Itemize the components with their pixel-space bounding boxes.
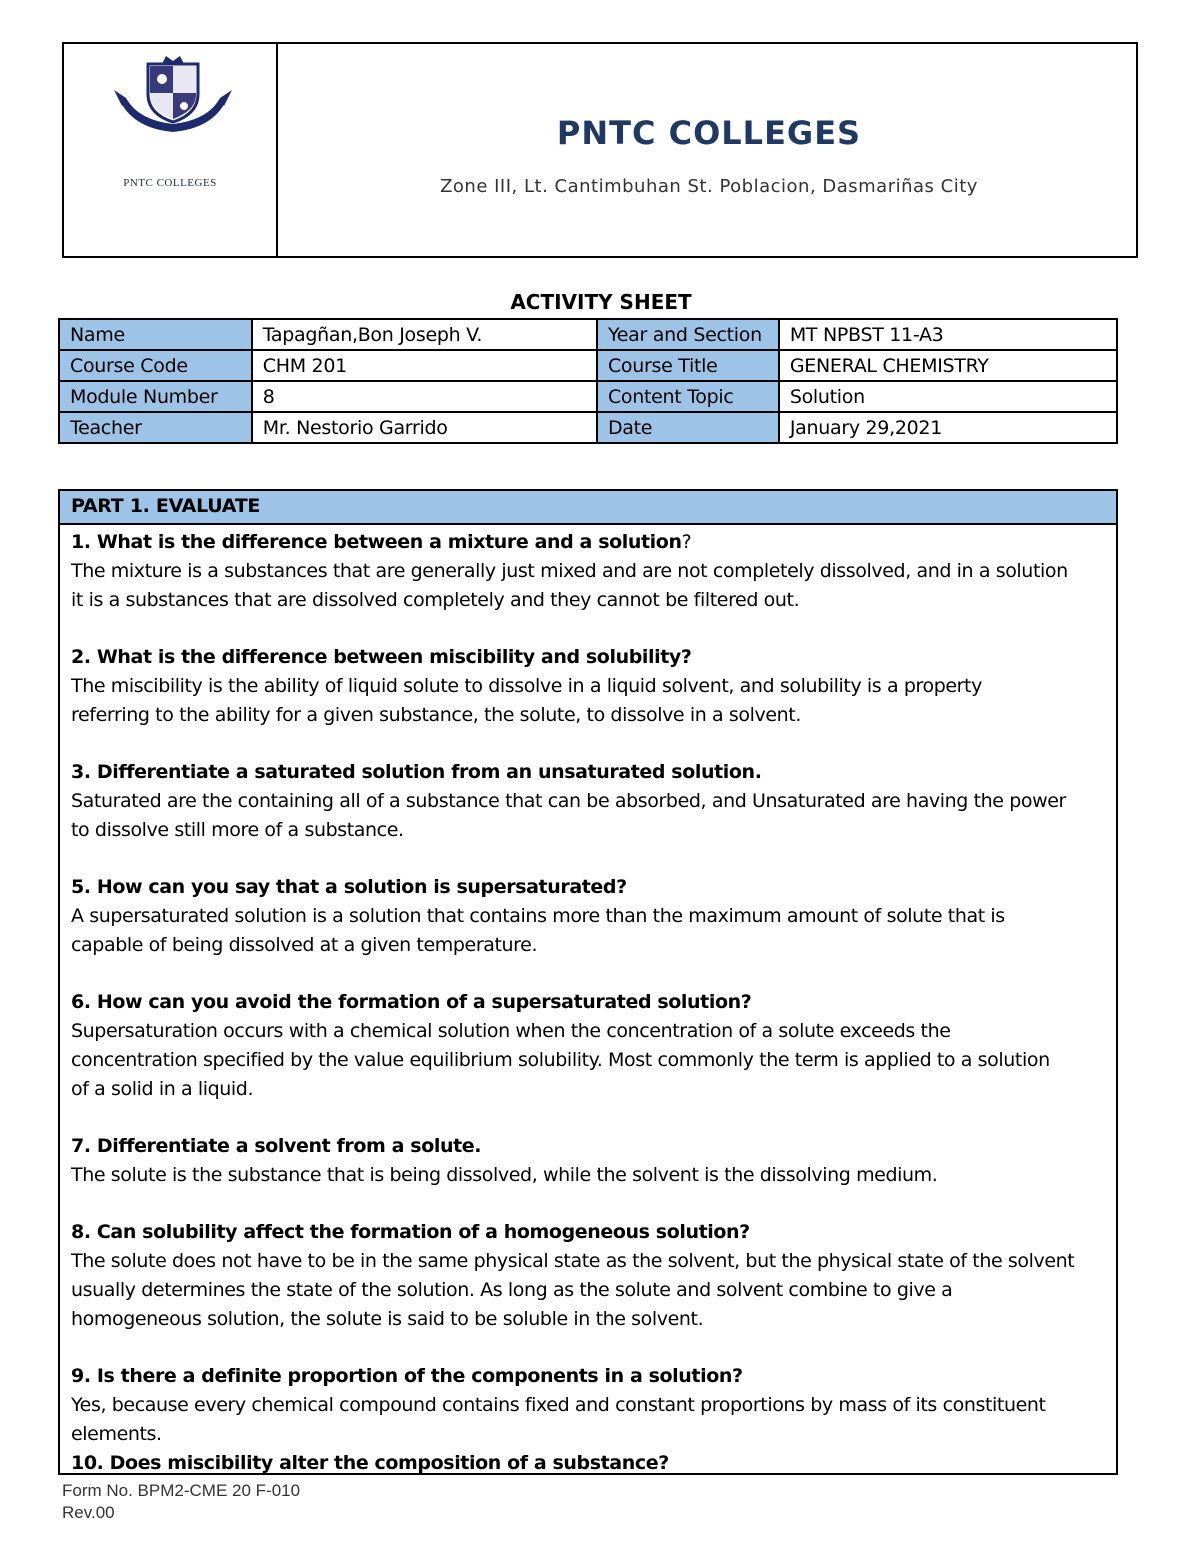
school-header [62,42,1138,258]
name-value: Tapagñan,Bon Joseph V. [252,319,597,350]
question-3 [71,758,1106,845]
logo-caption: PNTC COLLEGES [123,177,217,189]
school-crest-logo [110,56,236,136]
question-1 [71,528,1106,615]
answer-line: A supersaturated solution is a solution that contains more than the maximum amount of solute that is [71,905,1005,927]
question-2 [71,643,1106,730]
date-value: January 29,2021 [779,412,1117,443]
question-8 [71,1218,1106,1334]
table-row [59,319,1117,350]
course-title-value: GENERAL CHEMISTRY [779,350,1117,381]
teacher-label: Teacher [59,412,252,443]
answer-line: elements. [71,1423,162,1445]
question-7 [71,1132,1106,1190]
student-info-table [58,318,1118,444]
question-text: 8. Can solubility affect the formation of a homogeneous solution? [71,1221,750,1243]
question-text: 3. Differentiate a saturated solution from an unsaturated solution. [71,761,762,783]
answer-line: concentration specified by the value equilibrium solubility. Most commonly the term is applied to a solution [71,1049,1050,1071]
qa-list [60,525,1116,1475]
answer-line: homogeneous solution, the solute is said to be soluble in the solvent. [71,1308,704,1330]
part-1-evaluate [58,489,1118,1475]
table-row [59,381,1117,412]
sheet-title: ACTIVITY SHEET [510,290,692,314]
answer-line: capable of being dissolved at a given temperature. [71,934,538,956]
revision: Rev.00 [62,1503,115,1522]
school-name: PNTC COLLEGES [556,114,862,152]
question-5 [71,873,1106,960]
answer-line: The mixture is a substances that are generally just mixed and are not completely dissolved, and in a solution [71,560,1068,582]
year-section-label: Year and Section [597,319,779,350]
course-code-label: Course Code [59,350,252,381]
question-9 [71,1362,1106,1449]
form-footer [62,1480,300,1524]
answer-line: it is a substances that are dissolved completely and they cannot be filtered out. [71,589,800,611]
year-section-value: MT NPBST 11-A3 [779,319,1117,350]
question-text: 2. What is the difference between miscibility and solubility? [71,646,692,668]
course-title-label: Course Title [597,350,779,381]
question-text: 7. Differentiate a solvent from a solute. [71,1135,482,1157]
answer-line: to dissolve still more of a substance. [71,819,404,841]
question-text: 9. Is there a definite proportion of the components in a solution? [71,1365,743,1387]
content-topic-label: Content Topic [597,381,779,412]
module-number-value: 8 [252,381,597,412]
school-address: Zone III, Lt. Cantimbuhan St. Poblacion, Dasmariñas City [440,176,978,197]
table-row [59,412,1117,443]
question-text: 6. How can you avoid the formation of a supersaturated solution? [71,991,752,1013]
question-text: 5. How can you say that a solution is supersaturated? [71,876,627,898]
date-label: Date [597,412,779,443]
answer-line: Supersaturation occurs with a chemical solution when the concentration of a solute exceeds the [71,1020,951,1042]
course-code-value: CHM 201 [252,350,597,381]
answer-line: Yes, because every chemical compound contains fixed and constant proportions by mass of its constituent [71,1394,1046,1416]
question-6 [71,988,1106,1104]
form-number: Form No. BPM2-CME 20 F-010 [62,1481,301,1500]
teacher-value: Mr. Nestorio Garrido [252,412,597,443]
content-topic-value: Solution [779,381,1117,412]
question-text: 10. Does miscibility alter the composition of a substance? [71,1452,669,1474]
answer-line: usually determines the state of the solution. As long as the solute and solvent combine to give a [71,1279,953,1301]
answer-line: referring to the ability for a given substance, the solute, to dissolve in a solvent. [71,704,801,726]
answer-line: of a solid in a liquid. [71,1078,254,1100]
answer-line: Saturated are the containing all of a substance that can be absorbed, and Unsaturated are having the power [71,790,1066,812]
module-number-label: Module Number [59,381,252,412]
answer-line: The solute is the substance that is being dissolved, while the solvent is the dissolving medium. [71,1164,938,1186]
answer-line: The miscibility is the ability of liquid solute to dissolve in a liquid solvent, and solubility is a property [71,675,982,697]
logo-cell [64,44,278,256]
table-row [59,350,1117,381]
question-text: 1. What is the difference between a mixture and a solution? [71,531,692,553]
name-label: Name [59,319,252,350]
answer-line: The solute does not have to be in the same physical state as the solvent, but the physical state of the solvent [71,1250,1075,1272]
question-10 [71,1449,1106,1475]
part-title: PART 1. EVALUATE [60,491,1116,525]
